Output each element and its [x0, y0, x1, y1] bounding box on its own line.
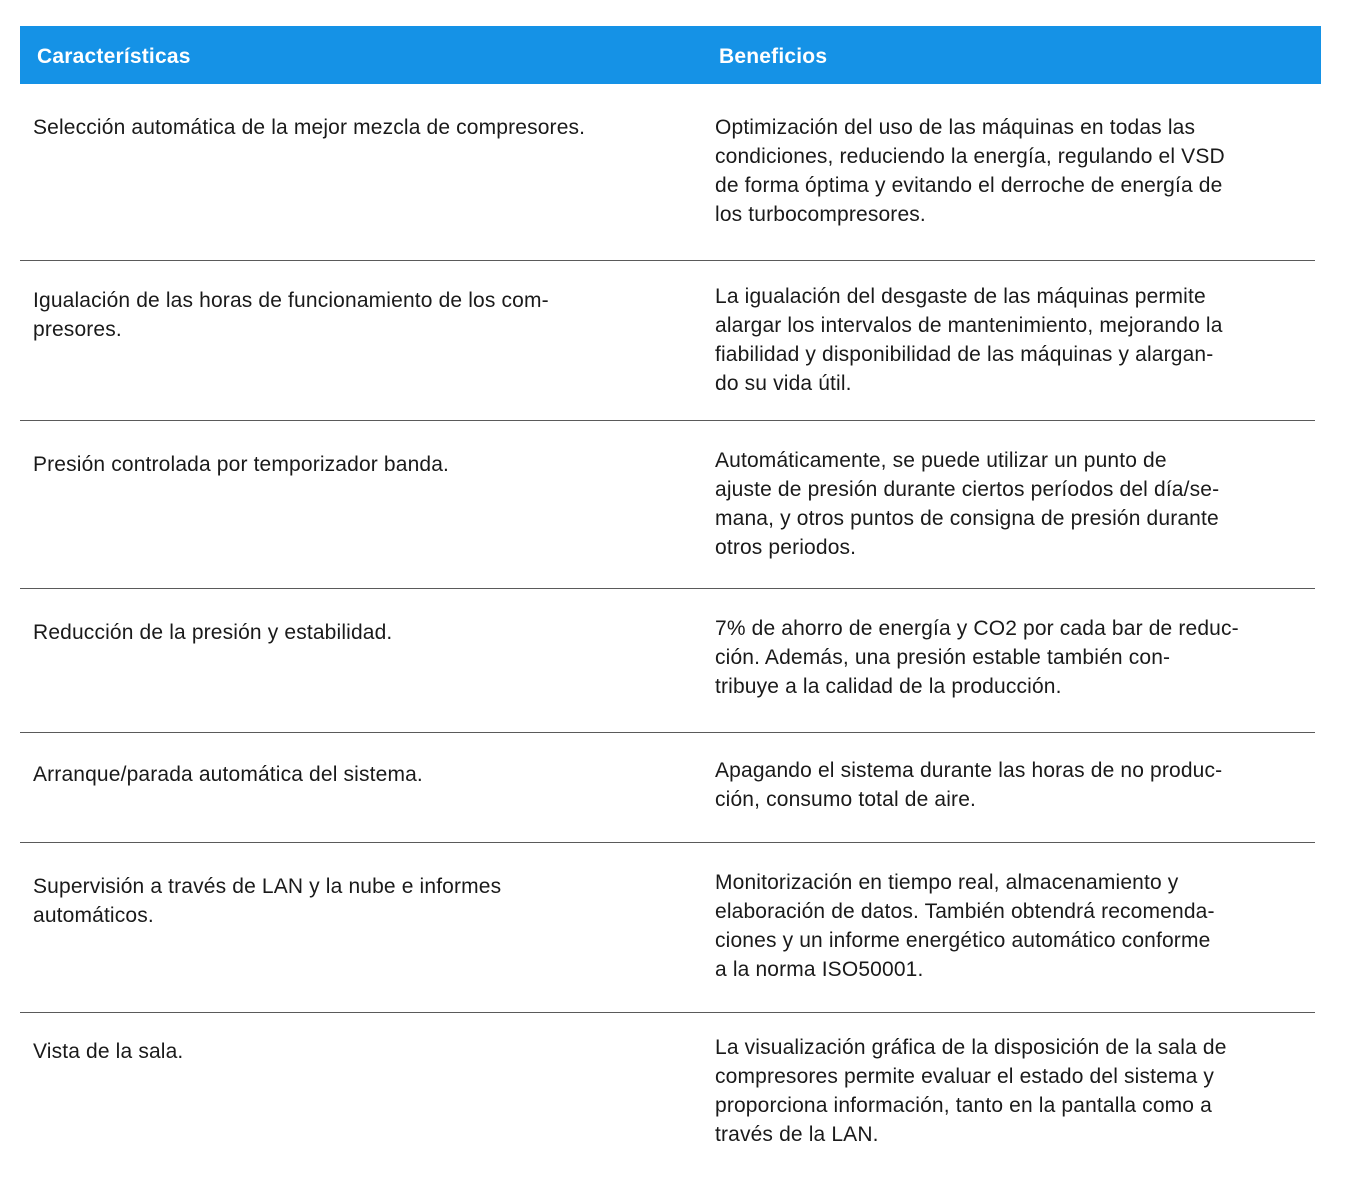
feature-cell: Arranque/parada automática del sistema.: [33, 763, 423, 786]
table-row: [20, 732, 1315, 843]
header-beneficios: Beneficios: [719, 45, 828, 68]
benefit-cell: Automáticamente, se puede utilizar un punto de ajuste de presión durante ciertos períodos del día/se- mana, y otros puntos de consigna de presión durante otros periodos.: [715, 449, 1220, 559]
feature-cell: Supervisión a través de LAN y la nube e informes automáticos.: [33, 875, 502, 927]
table-row: [20, 420, 1315, 589]
benefit-cell: 7% de ahorro de energía y CO2 por cada bar de reduc- ción. Además, una presión estable también con- tribuye a la calidad de la producción.: [715, 617, 1239, 698]
header-caracteristicas: Características: [37, 45, 191, 68]
benefit-cell: La igualación del desgaste de las máquinas permite alargar los intervalos de mantenimiento, mejorando la fiabilidad y disponibilidad de las máquinas y alargan- do su vida útil.: [715, 285, 1223, 395]
table-row: [20, 588, 1315, 733]
benefit-cell: Apagando el sistema durante las horas de no produc- ción, consumo total de aire.: [715, 759, 1223, 811]
benefit-cell: Optimización del uso de las máquinas en todas las condiciones, reduciendo la energía, regulando el VSD de forma óptima y evitando el derroche de energía de los turbocompresores.: [715, 116, 1225, 226]
feature-cell: Selección automática de la mejor mezcla de compresores.: [33, 116, 586, 139]
table-row: [20, 1012, 1315, 1163]
features-benefits-table: [20, 26, 1321, 1146]
feature-cell: Presión controlada por temporizador banda.: [33, 453, 450, 476]
feature-cell: Vista de la sala.: [33, 1040, 184, 1063]
table-row: [20, 84, 1315, 260]
benefit-cell: Monitorización en tiempo real, almacenamiento y elaboración de datos. También obtendrá recomenda- ciones y un informe energético automático conforme a la norma ISO50001.: [715, 871, 1215, 981]
table-header: [20, 26, 1321, 84]
benefit-cell: La visualización gráfica de la disposición de la sala de compresores permite evaluar el estado del sistema y proporciona información, tanto en la pantalla como a través de la LAN.: [715, 1036, 1227, 1146]
feature-cell: Reducción de la presión y estabilidad.: [33, 621, 393, 644]
table-row: [20, 842, 1315, 1013]
table-row: [20, 260, 1315, 421]
feature-cell: Igualación de las horas de funcionamiento de los com- presores.: [33, 289, 549, 341]
